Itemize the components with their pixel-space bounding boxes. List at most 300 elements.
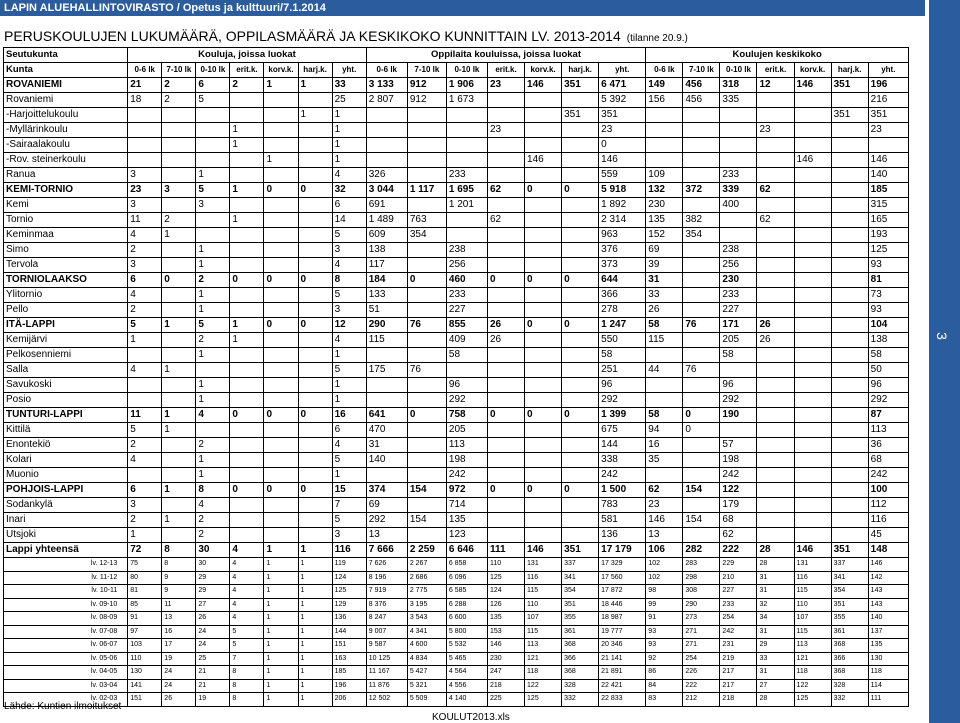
table-cell: 292 xyxy=(366,513,407,528)
table-cell xyxy=(298,288,332,303)
table-cell: 24 xyxy=(196,639,230,653)
table-cell xyxy=(562,198,599,213)
table-cell xyxy=(230,108,264,123)
table-cell: 1 xyxy=(264,543,298,558)
table-cell xyxy=(683,348,720,363)
column-header: 0-10 lk xyxy=(446,63,487,78)
table-cell: 106 xyxy=(646,543,683,558)
table-cell: 98 xyxy=(646,585,683,599)
table-cell: 23 xyxy=(128,183,162,198)
column-header: 7-10 lk xyxy=(683,63,720,78)
table-cell: 7 xyxy=(332,498,366,513)
table-cell: 36 xyxy=(868,438,908,453)
table-cell: 1 673 xyxy=(446,93,487,108)
row-label: Utsjoki xyxy=(4,528,128,543)
table-cell xyxy=(264,198,298,213)
table-cell: 31 xyxy=(646,273,683,288)
page-title xyxy=(4,28,688,44)
table-cell xyxy=(757,468,794,483)
table-cell: 100 xyxy=(868,483,908,498)
table-cell: 51 xyxy=(366,303,407,318)
table-cell: 1 xyxy=(264,625,298,639)
table-cell: 5 427 xyxy=(407,666,446,680)
table-cell: 366 xyxy=(831,652,868,666)
table-cell: 26 xyxy=(757,333,794,348)
table-cell: 227 xyxy=(720,585,757,599)
table-cell: 1 xyxy=(264,585,298,599)
table-cell: 29 xyxy=(757,639,794,653)
table-cell: 1 xyxy=(128,333,162,348)
table-cell: 205 xyxy=(720,333,757,348)
table-row xyxy=(4,348,909,363)
table-cell: 143 xyxy=(868,598,908,612)
table-cell xyxy=(487,243,524,258)
table-cell xyxy=(562,498,599,513)
table-cell: 45 xyxy=(868,528,908,543)
org-header-bar xyxy=(0,0,925,16)
table-cell: 138 xyxy=(366,243,407,258)
table-cell: 115 xyxy=(646,333,683,348)
table-cell: 351 xyxy=(868,108,908,123)
table-cell: 146 xyxy=(868,558,908,572)
row-label: lv. 08-09 xyxy=(4,612,128,626)
table-cell: 351 xyxy=(599,108,646,123)
table-cell: 102 xyxy=(646,558,683,572)
table-cell xyxy=(757,408,794,423)
table-cell: 1 xyxy=(128,528,162,543)
table-cell: 116 xyxy=(332,543,366,558)
table-cell xyxy=(794,183,831,198)
table-cell xyxy=(525,438,562,453)
table-cell: 290 xyxy=(366,318,407,333)
table-cell xyxy=(487,108,524,123)
table-cell xyxy=(407,243,446,258)
table-row xyxy=(4,423,909,438)
table-cell xyxy=(562,138,599,153)
row-label: TORNIOLAAKSO xyxy=(4,273,128,288)
table-cell: 146 xyxy=(525,543,562,558)
table-cell: 28 xyxy=(757,543,794,558)
table-cell xyxy=(794,228,831,243)
table-row xyxy=(4,168,909,183)
table-cell: 115 xyxy=(794,625,831,639)
table-cell: 81 xyxy=(868,273,908,288)
table-cell xyxy=(446,228,487,243)
table-cell: 1 xyxy=(230,123,264,138)
table-cell: 912 xyxy=(407,93,446,108)
table-row xyxy=(4,108,909,123)
table-cell: 111 xyxy=(487,543,524,558)
table-cell: 2 775 xyxy=(407,585,446,599)
table-cell: 2 xyxy=(162,213,196,228)
table-cell xyxy=(407,348,446,363)
table-cell: 26 xyxy=(162,693,196,707)
table-cell xyxy=(757,528,794,543)
table-cell: 8 247 xyxy=(366,612,407,626)
table-cell xyxy=(407,303,446,318)
table-cell xyxy=(264,348,298,363)
table-cell: 373 xyxy=(599,258,646,273)
table-cell: 39 xyxy=(646,258,683,273)
table-cell xyxy=(196,228,230,243)
table-cell: 1 xyxy=(264,652,298,666)
table-cell: 227 xyxy=(446,303,487,318)
table-cell: 146 xyxy=(599,153,646,168)
table-cell xyxy=(646,123,683,138)
table-cell: 8 xyxy=(196,483,230,498)
table-cell: 13 xyxy=(366,528,407,543)
row-label: lv. 12-13 xyxy=(4,558,128,572)
table-cell: 1 xyxy=(298,639,332,653)
table-cell xyxy=(128,393,162,408)
total-row xyxy=(4,543,909,558)
table-cell xyxy=(162,168,196,183)
table-cell: 341 xyxy=(831,571,868,585)
table-cell: 142 xyxy=(868,571,908,585)
table-cell: 17 329 xyxy=(599,558,646,572)
table-cell: 33 xyxy=(332,78,366,93)
column-header: 0-10 lk xyxy=(720,63,757,78)
table-cell: 91 xyxy=(646,612,683,626)
table-cell: 94 xyxy=(646,423,683,438)
data-table xyxy=(3,47,909,707)
table-cell xyxy=(230,93,264,108)
table-cell: 641 xyxy=(366,408,407,423)
table-cell: 212 xyxy=(683,693,720,707)
table-cell xyxy=(794,318,831,333)
table-cell: 122 xyxy=(525,679,562,693)
table-cell: 96 xyxy=(868,378,908,393)
table-cell: 0 xyxy=(562,183,599,198)
table-cell xyxy=(794,528,831,543)
table-cell xyxy=(407,438,446,453)
table-cell: 1 xyxy=(264,153,298,168)
table-cell xyxy=(366,123,407,138)
table-cell: 24 xyxy=(162,679,196,693)
table-cell xyxy=(264,363,298,378)
table-cell: 4 xyxy=(128,363,162,378)
table-cell xyxy=(264,243,298,258)
table-cell: 11 167 xyxy=(366,666,407,680)
table-cell xyxy=(162,153,196,168)
table-cell: 8 376 xyxy=(366,598,407,612)
table-cell xyxy=(162,378,196,393)
table-cell: 0 xyxy=(487,273,524,288)
table-cell: 92 xyxy=(646,652,683,666)
region-row xyxy=(4,183,909,198)
table-row xyxy=(4,378,909,393)
table-cell xyxy=(562,288,599,303)
table-cell: 1 xyxy=(196,303,230,318)
table-cell: 87 xyxy=(868,408,908,423)
table-row xyxy=(4,123,909,138)
table-cell xyxy=(720,363,757,378)
table-cell: 783 xyxy=(599,498,646,513)
table-cell xyxy=(230,198,264,213)
table-cell: 146 xyxy=(794,543,831,558)
table-cell: 96 xyxy=(599,378,646,393)
table-cell: 19 xyxy=(196,693,230,707)
table-cell xyxy=(831,93,868,108)
row-label: TUNTURI-LAPPI xyxy=(4,408,128,423)
table-cell: 1 xyxy=(162,408,196,423)
table-cell xyxy=(794,138,831,153)
table-cell: 28 xyxy=(757,693,794,707)
row-label: Pello xyxy=(4,303,128,318)
table-cell: 460 xyxy=(446,273,487,288)
table-cell xyxy=(794,513,831,528)
table-cell xyxy=(562,243,599,258)
region-row xyxy=(4,318,909,333)
row-label: Enontekiö xyxy=(4,438,128,453)
table-cell xyxy=(831,453,868,468)
table-cell: 23 xyxy=(646,498,683,513)
column-header: harj.k. xyxy=(831,63,868,78)
table-cell: 691 xyxy=(366,198,407,213)
table-cell: 5 509 xyxy=(407,693,446,707)
table-cell xyxy=(525,288,562,303)
table-cell: 9 xyxy=(162,571,196,585)
table-cell: 1 xyxy=(196,453,230,468)
table-cell: 337 xyxy=(831,558,868,572)
table-cell: 96 xyxy=(446,378,487,393)
column-header: yht. xyxy=(332,63,366,78)
table-cell: 351 xyxy=(831,78,868,93)
table-cell: 103 xyxy=(128,639,162,653)
table-cell: 2 xyxy=(230,78,264,93)
table-cell xyxy=(298,378,332,393)
table-cell: 136 xyxy=(599,528,646,543)
table-cell: 1 xyxy=(332,468,366,483)
table-cell xyxy=(487,378,524,393)
table-cell: 11 876 xyxy=(366,679,407,693)
table-cell: 1 xyxy=(332,393,366,408)
table-cell: 132 xyxy=(646,183,683,198)
table-cell: 242 xyxy=(599,468,646,483)
table-cell: 86 xyxy=(646,666,683,680)
table-cell xyxy=(298,198,332,213)
table-cell: 205 xyxy=(446,423,487,438)
table-cell xyxy=(230,258,264,273)
table-cell xyxy=(562,348,599,363)
table-cell: 1 xyxy=(298,558,332,572)
table-cell xyxy=(646,393,683,408)
table-cell xyxy=(298,468,332,483)
table-cell xyxy=(196,108,230,123)
column-header: korv.k. xyxy=(264,63,298,78)
table-cell: 115 xyxy=(794,585,831,599)
table-cell xyxy=(794,303,831,318)
table-cell: 11 xyxy=(162,598,196,612)
table-cell: 23 xyxy=(487,123,524,138)
table-cell: 116 xyxy=(868,513,908,528)
table-cell: 4 xyxy=(230,571,264,585)
table-cell xyxy=(128,348,162,363)
group-header-row xyxy=(4,48,909,63)
table-cell xyxy=(525,393,562,408)
table-cell: 242 xyxy=(446,468,487,483)
table-cell xyxy=(525,378,562,393)
table-cell: 374 xyxy=(366,483,407,498)
history-row xyxy=(4,585,909,599)
table-cell: 121 xyxy=(794,652,831,666)
row-label: Kemijärvi xyxy=(4,333,128,348)
table-cell: 0 xyxy=(525,273,562,288)
table-row xyxy=(4,363,909,378)
history-row xyxy=(4,558,909,572)
table-cell: 18 xyxy=(128,93,162,108)
table-cell xyxy=(407,423,446,438)
table-cell xyxy=(366,138,407,153)
table-cell xyxy=(683,303,720,318)
table-cell: 282 xyxy=(683,543,720,558)
table-cell: 122 xyxy=(720,483,757,498)
table-cell: 3 xyxy=(162,183,196,198)
table-cell: 2 xyxy=(196,333,230,348)
table-cell xyxy=(683,378,720,393)
table-cell: 1 xyxy=(332,378,366,393)
history-row xyxy=(4,693,909,707)
table-cell xyxy=(162,303,196,318)
table-cell: 4 xyxy=(230,598,264,612)
table-cell: 292 xyxy=(446,393,487,408)
table-cell: 69 xyxy=(646,243,683,258)
table-cell: 1 xyxy=(162,363,196,378)
table-cell: 7 626 xyxy=(366,558,407,572)
table-cell: 0 xyxy=(298,183,332,198)
table-cell xyxy=(831,483,868,498)
table-cell xyxy=(487,303,524,318)
table-cell: 0 xyxy=(525,408,562,423)
table-cell: 0 xyxy=(298,408,332,423)
table-cell xyxy=(794,93,831,108)
table-cell: 1 xyxy=(196,258,230,273)
table-cell: 675 xyxy=(599,423,646,438)
table-cell: 34 xyxy=(757,612,794,626)
table-cell: 13 xyxy=(646,528,683,543)
table-cell: 111 xyxy=(868,693,908,707)
table-cell xyxy=(757,423,794,438)
table-cell: 2 267 xyxy=(407,558,446,572)
table-cell xyxy=(831,168,868,183)
table-cell xyxy=(562,153,599,168)
table-cell xyxy=(298,513,332,528)
table-cell xyxy=(298,213,332,228)
history-row xyxy=(4,652,909,666)
table-cell: 351 xyxy=(562,108,599,123)
table-cell: 175 xyxy=(366,363,407,378)
row-label: KEMI-TORNIO xyxy=(4,183,128,198)
table-cell: 25 xyxy=(332,93,366,108)
history-row xyxy=(4,639,909,653)
table-cell: 99 xyxy=(646,598,683,612)
table-cell: 1 xyxy=(196,243,230,258)
table-cell: 117 xyxy=(366,258,407,273)
table-cell xyxy=(162,333,196,348)
table-cell xyxy=(298,243,332,258)
table-cell xyxy=(162,198,196,213)
column-header: harj.k. xyxy=(562,63,599,78)
table-cell xyxy=(757,93,794,108)
table-cell xyxy=(162,453,196,468)
row-label: Tervola xyxy=(4,258,128,273)
row-label: Inari xyxy=(4,513,128,528)
table-cell: 247 xyxy=(487,666,524,680)
table-cell: 62 xyxy=(487,183,524,198)
table-row xyxy=(4,303,909,318)
row-label: lv. 02-03 xyxy=(4,693,128,707)
table-cell: 125 xyxy=(332,585,366,599)
table-cell xyxy=(264,93,298,108)
table-cell: 1 xyxy=(162,228,196,243)
table-cell: 93 xyxy=(646,625,683,639)
table-cell xyxy=(230,363,264,378)
table-cell: 4 xyxy=(332,333,366,348)
table-cell: 17 179 xyxy=(599,543,646,558)
table-cell: 185 xyxy=(868,183,908,198)
source-note: Lähde: Kuntien ilmoitukset xyxy=(4,701,122,712)
table-cell: 32 xyxy=(332,183,366,198)
table-cell: 2 xyxy=(196,513,230,528)
table-cell: 154 xyxy=(683,483,720,498)
table-cell: 3 xyxy=(128,258,162,273)
table-cell: 146 xyxy=(794,153,831,168)
history-row xyxy=(4,666,909,680)
table-cell xyxy=(757,438,794,453)
table-cell xyxy=(407,138,446,153)
table-cell: 75 xyxy=(128,558,162,572)
table-cell xyxy=(128,108,162,123)
table-cell: 6 xyxy=(332,423,366,438)
table-cell xyxy=(794,348,831,363)
column-header: harj.k. xyxy=(298,63,332,78)
table-cell: 644 xyxy=(599,273,646,288)
table-cell: 1 xyxy=(264,679,298,693)
table-cell xyxy=(683,288,720,303)
table-cell xyxy=(831,378,868,393)
table-cell: 290 xyxy=(683,598,720,612)
table-cell: 154 xyxy=(683,513,720,528)
table-cell: 113 xyxy=(794,639,831,653)
table-cell: 2 xyxy=(128,243,162,258)
table-cell xyxy=(162,438,196,453)
table-cell: 7 666 xyxy=(366,543,407,558)
table-cell: 559 xyxy=(599,168,646,183)
row-label: Pelkosenniemi xyxy=(4,348,128,363)
table-cell: 68 xyxy=(720,513,757,528)
table-cell xyxy=(230,438,264,453)
table-cell xyxy=(757,153,794,168)
table-cell: 31 xyxy=(366,438,407,453)
table-cell: 1 xyxy=(230,318,264,333)
table-row xyxy=(4,213,909,228)
table-cell xyxy=(407,528,446,543)
table-cell xyxy=(446,153,487,168)
table-cell xyxy=(562,303,599,318)
table-cell: 135 xyxy=(487,612,524,626)
table-cell xyxy=(407,168,446,183)
table-cell: 1 xyxy=(298,585,332,599)
table-row xyxy=(4,468,909,483)
table-cell: 0 xyxy=(487,408,524,423)
table-cell: 5 xyxy=(332,288,366,303)
table-cell xyxy=(264,378,298,393)
table-cell: 81 xyxy=(128,585,162,599)
table-cell xyxy=(487,393,524,408)
column-header: korv.k. xyxy=(794,63,831,78)
table-cell: 351 xyxy=(831,598,868,612)
table-cell: 11 xyxy=(128,213,162,228)
